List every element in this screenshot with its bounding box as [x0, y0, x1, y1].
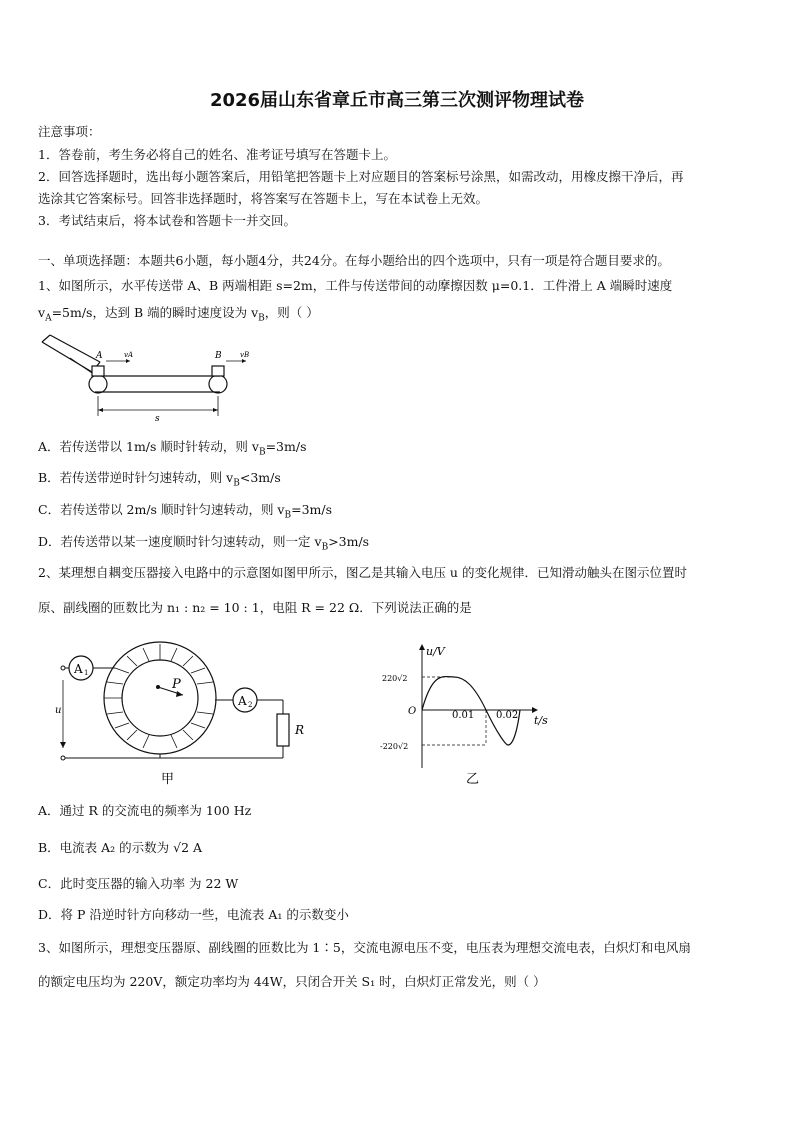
q2-stem-line2: 原、副线圈的匝数比为 n₁ : n₂ = 10 : 1，电阻 R = 22 Ω．下列说法正确的是: [38, 600, 472, 615]
slider-label-p: P: [172, 677, 181, 692]
y-min-label: -220√2: [380, 742, 409, 751]
label-a: A: [96, 351, 103, 361]
q1-option-d: D．若传送带以某一速度顺时针匀速转动，则一定 $v_B>3m/s$: [38, 534, 370, 553]
workpiece-b: [212, 366, 224, 376]
q2-option-c: C．此时变压器的输入功率 为 22 W: [38, 876, 239, 891]
origin-label: O: [408, 706, 417, 717]
terminal-bottom: [61, 756, 65, 760]
u-arrow-head: [60, 742, 66, 748]
ramp-block: [42, 335, 100, 372]
label-b: B: [215, 351, 222, 361]
ammeter-a1-label: A: [74, 662, 83, 676]
q2-option-b: B．电流表 A₂ 的示数为 √2 A: [38, 840, 203, 855]
ramp-rail: [70, 358, 95, 375]
y-axis-label: u/V: [426, 645, 445, 658]
arrow-va-head: [126, 359, 130, 363]
q1-option-b: B．若传送带逆时针匀速转动，则 $v_B<3m/s$: [38, 470, 281, 489]
conveyor-figure: [40, 330, 250, 425]
terminal-top: [61, 666, 65, 670]
q1-option-c: C．若传送带以 2m/s 顺时针匀速转动，则 $v_B=3m/s$: [38, 502, 333, 521]
y-max-label: 220√2: [382, 674, 408, 683]
resistor-label: R: [295, 723, 305, 737]
y-axis-arrow: [419, 644, 425, 650]
transformer-figure: [55, 640, 315, 788]
section-heading: 一、单项选择题：本题共6小题，每小题4分，共24分。在每小题给出的四个选项中，只有一项是符合题目要求的。: [38, 253, 670, 268]
workpiece-a: [92, 366, 104, 376]
caption-yi: 乙: [466, 772, 480, 787]
dim-arrow-right: [213, 408, 218, 412]
notice-item-2-cont: 选涂其它答案标号。回答非选择题时，将答案写在答题卡上，写在本试卷上无效。: [38, 191, 489, 206]
x-axis-arrow: [532, 707, 538, 713]
arrow-vb-head: [242, 359, 246, 363]
resistor-r: [277, 714, 289, 746]
q2-option-d: D．将 P 沿逆时针方向移动一些，电流表 A₁ 的示数变小: [38, 907, 349, 922]
notice-item-1: 1．答卷前，考生务必将自己的姓名、准考证号填写在答题卡上。: [38, 147, 396, 162]
dim-arrow-left: [98, 408, 103, 412]
q2-stem-line1: 2、某理想自耦变压器接入电路中的示意图如图甲所示，图乙是其输入电压 u 的变化规律．已知滑动触头在图示位置时: [38, 565, 687, 580]
q2-option-a: A．通过 R 的交流电的频率为 100 Hz: [38, 803, 252, 818]
caption-jia: 甲: [161, 772, 175, 787]
page-title: 2026届山东省章丘市高三第三次测评物理试卷: [209, 90, 585, 111]
x-axis-label: t/s: [534, 714, 548, 727]
t1-label: 0.01: [452, 710, 475, 721]
label-va: vA: [124, 351, 134, 359]
toroid-inner: [122, 660, 198, 736]
q1-stem-line2: $v_A=5m/s$，达到 B 端的瞬时速度设为 $v_B$，则（ ）: [38, 305, 319, 324]
ammeter-a1-sub: 1: [84, 669, 89, 677]
voltage-graph: [378, 640, 568, 788]
notice-item-2: 2．回答选择题时，选出每小题答案后，用铅笔把答题卡上对应题目的答案标号涂黑，如需改动，用橡皮擦干净后，再: [38, 169, 684, 184]
q3-stem-line2: 的额定电压均为 220V，额定功率均为 44W，只闭合开关 S₁ 时，白炽灯正常发光，则（ ）: [38, 974, 546, 989]
notice-heading: 注意事项：: [38, 124, 101, 139]
q1-option-a: A．若传送带以 1m/s 顺时针转动，则 $v_B=3m/s$: [38, 439, 307, 458]
ammeter-a2-sub: 2: [248, 701, 253, 709]
t2-label: 0.02: [496, 710, 519, 721]
pulley-left: [89, 375, 107, 393]
label-s: s: [155, 414, 160, 424]
notice-item-3: 3．考试结束后，将本试卷和答题卡一并交回。: [38, 213, 296, 228]
q1-stem-line1: 1、如图所示，水平传送带 A、B 两端相距 s=2m，工件与传送带间的动摩擦因数 μ=0.1．工件滑上 A 端瞬时速度: [38, 278, 673, 293]
ammeter-a2-label: A: [238, 694, 247, 708]
q3-stem-line1: 3、如图所示，理想变压器原、副线圈的匝数比为 1∶5，交流电源电压不变，电压表为理想交流电表，白炽灯和电风扇: [38, 940, 691, 955]
label-vb: vB: [240, 351, 250, 359]
u-label: u: [55, 705, 62, 716]
pulley-right: [209, 375, 227, 393]
